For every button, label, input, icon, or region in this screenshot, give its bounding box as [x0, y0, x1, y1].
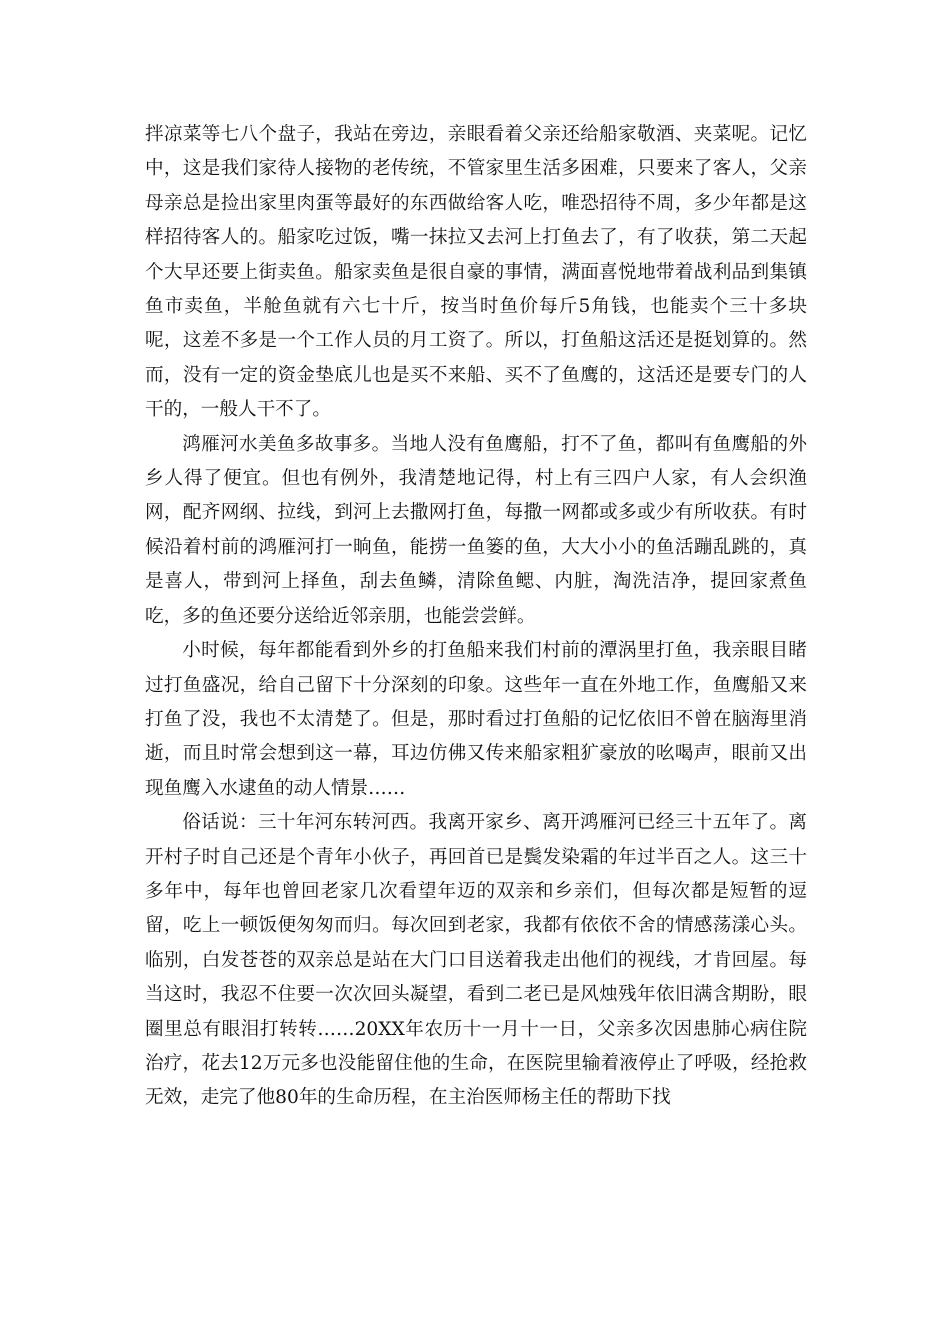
paragraph-2: 鸿雁河水美鱼多故事多。当地人没有鱼鹰船，打不了鱼，都叫有鱼鹰船的外乡人得了便宜。但也有例外，我清楚地记得，村上有三四户人家，有人会织渔网，配齐网纲、拉线，到河上去撒网打鱼，每撒一网都或多或少有所收获。有时候沿着村前的鸿雁河打一晌鱼，能捞一鱼篓的鱼，大大小小的鱼活蹦乱跳的，真是喜人，带到河上择鱼，刮去鱼鳞，清除鱼鳃、内脏，淘洗洁净，提回家煮鱼吃，多的鱼还要分送给近邻亲朋，也能尝尝鲜。: [145, 433, 807, 627]
paragraph-1: 拌凉菜等七八个盘子，我站在旁边，亲眼看着父亲还给船家敬酒、夹菜呢。记忆中，这是我们家待人接物的老传统，不管家里生活多困难，只要来了客人，父亲母亲总是捡出家里肉蛋等最好的东西做给客人吃，唯恐招待不周，多少年都是这样招待客人的。船家吃过饭，嘴一抹拉又去河上打鱼去了，有了收获，第二天起个大早还要上街卖鱼。船家卖鱼是很自豪的事情，满面喜悦地带着战利品到集镇鱼市卖鱼，半舱鱼就有六七十斤，按当时鱼价每斤5角钱，也能卖个三十多块呢，这差不多是一个工作人员的月工资了。所以，打鱼船这活还是挺划算的。然而，没有一定的资金垫底儿也是买不来船、买不了鱼鹰的，这活还是要专门的人干的，一般人干不了。: [145, 124, 807, 421]
document-body: [145, 118, 807, 1116]
paragraph-4: 俗话说：三十年河东转河西。我离开家乡、离开鸿雁河已经三十五年了。离开村子时自己还是个青年小伙子，再回首已是鬓发染霜的年过半百之人。这三十多年中，每年也曾回老家几次看望年迈的双亲和乡亲们，但每次都是短暂的逗留，吃上一顿饭便匆匆而归。每次回到老家，我都有依依不舍的情感荡漾心头。临别，白发苍苍的双亲总是站在大门口目送着我走出他们的视线，才肯回屋。每当这时，我忍不住要一次次回头凝望，看到二老已是风烛残年依旧满含期盼，眼圈里总有眼泪打转转……20XX年农历十一月十一日，父亲多次因患肺心病住院治疗，花去12万元多也没能留住他的生命，在医院里输着液停止了呼吸，经抢救无效，走完了他80年的生命历程，在主治医师杨主任的帮助下找: [145, 812, 807, 1109]
paragraph-3: 小时候，每年都能看到外乡的打鱼船来我们村前的潭涡里打鱼，我亲眼目睹过打鱼盛况，给自己留下十分深刻的印象。这些年一直在外地工作，鱼鹰船又来打鱼了没，我也不太清楚了。但是，那时看过打鱼船的记忆依旧不曾在脑海里消逝，而且时常会想到这一幕，耳边仿佛又传来船家粗犷豪放的吆喝声，眼前又出现鱼鹰入水逮鱼的动人情景……: [145, 640, 807, 799]
